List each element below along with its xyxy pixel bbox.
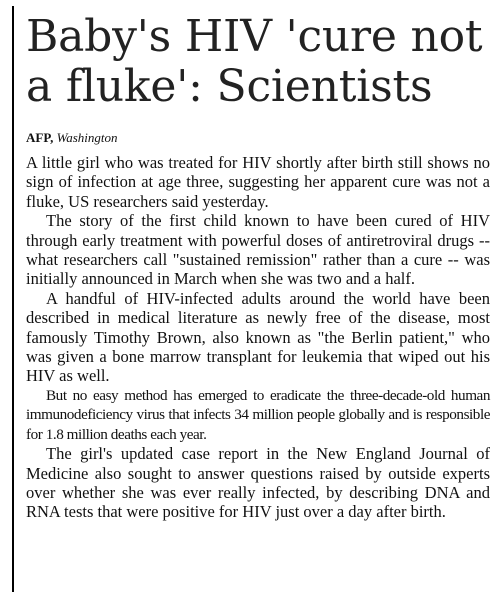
paragraph-4: But no easy method has emerged to eradicate the three-decade-old human immunodeficiency virus that infects 34 million people globally and is responsible for 1.8 million deaths each year. xyxy=(26,386,490,443)
headline: Baby's HIV 'cure not a fluke': Scientists xyxy=(26,11,483,112)
paragraph-1: A little girl who was treated for HIV shortly after birth still shows no sign of infection at age three, suggesting her apparent cure was not a fluke, US researchers said yesterday. xyxy=(26,153,490,211)
byline-place: Washington xyxy=(56,130,118,145)
article xyxy=(26,0,490,522)
paragraph-5: The girl's updated case report in the New England Journal of Medicine also sought to answer questions raised by outside experts over whether she was ever really infected, by describing DNA and RNA tests that were positive for HIV just over a day after birth. xyxy=(26,444,490,522)
paragraph-3: A handful of HIV-infected adults around the world have been described in medical literature as newly free of the disease, most famously Timothy Brown, also known as "the Berlin patient," who was given a bone marrow transplant for leukemia that wiped out his HIV as well. xyxy=(26,288,490,386)
byline xyxy=(26,130,490,146)
byline-source: AFP, xyxy=(26,130,54,145)
paragraph-2: The story of the first child known to have been cured of HIV through early treatment with powerful doses of antiretroviral drugs -- what researchers call "sustained remission" rather than a cure -- was initially announced in March when she was two and a half. xyxy=(26,211,490,289)
column-rule xyxy=(12,6,14,592)
article-body xyxy=(26,153,490,522)
